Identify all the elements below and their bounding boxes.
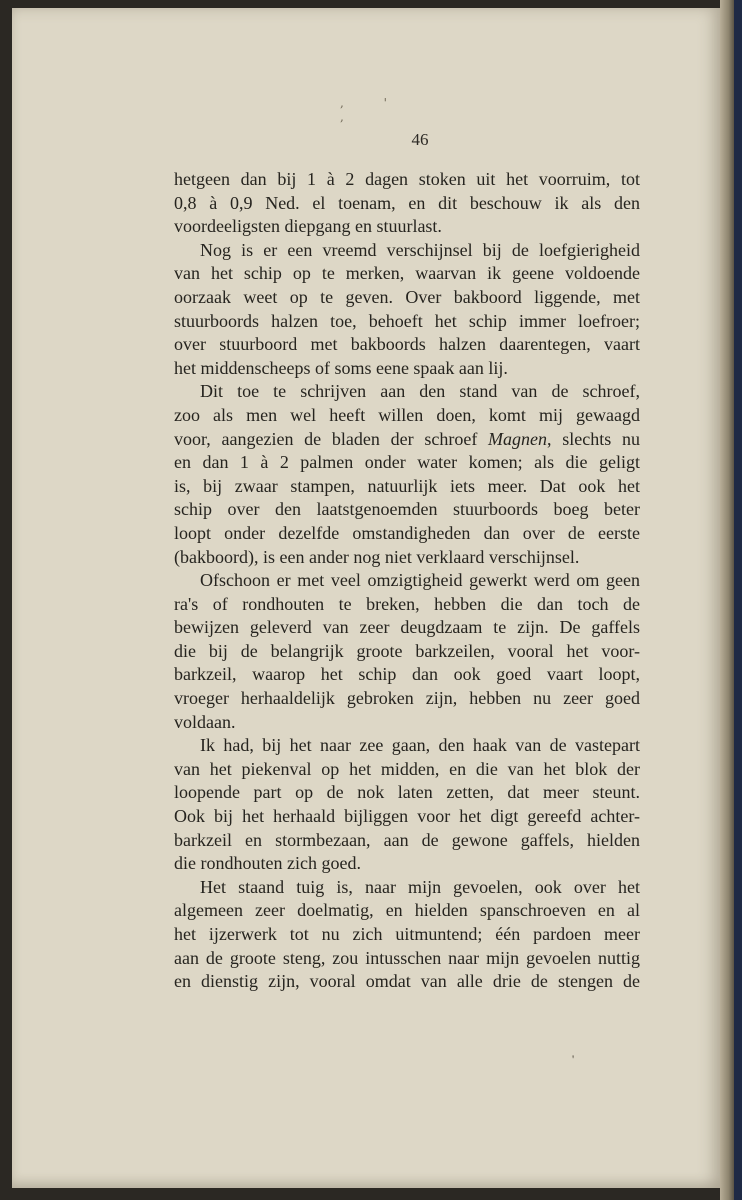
text-segment: voor, aangezien de bladen der schroef — [174, 428, 478, 449]
paragraph-3 — [174, 380, 640, 569]
text-line: het middenscheeps of soms eene spaak aan lij. — [174, 357, 508, 378]
text-line: schip over den laatstgenoemden stuurboords boeg beter — [174, 499, 640, 520]
text-line: aan de groote steng, zou intusschen naar mijn gevoelen nuttig — [174, 947, 640, 968]
text-line: algemeen zeer doelmatig, en hielden spanschroeven en al — [174, 900, 640, 921]
text-line: barkzeil en stormbezaan, aan de gewone gaffels, hielden — [174, 829, 640, 850]
text-line: zoo als men wel heeft willen doen, komt mij gewaagd — [174, 404, 640, 425]
text-line: Ook bij het herhaald bijliggen voor het digt gereefd achter- — [174, 806, 640, 827]
text-line: die bij de belangrijk groote barkzeilen, vooral het voor- — [174, 640, 640, 661]
stray-ink-mark: ' — [572, 1052, 575, 1066]
paragraph-1 — [174, 168, 640, 239]
paragraph-4 — [174, 569, 640, 734]
text-line: barkzeil, waarop het schip dan ook goed vaart loopt, — [174, 664, 640, 685]
paragraph-5 — [174, 734, 640, 876]
text-line: Ik had, bij het naar zee gaan, den haak van de vastepart — [200, 735, 640, 756]
body-text — [174, 168, 640, 994]
ship-name: Magnen — [488, 428, 548, 449]
text-line: van het piekenval op het midden, en die van het blok der — [174, 758, 640, 779]
text-line: hetgeen dan bij 1 à 2 dagen stoken uit het voorruim, tot — [174, 169, 640, 189]
text-line: Ofschoon er met veel omzigtigheid gewerkt werd om geen — [200, 570, 640, 591]
page-number: 46 — [411, 130, 429, 149]
page-edge — [720, 0, 734, 1200]
text-line-with-ship-name — [174, 428, 640, 452]
book-spine — [734, 0, 742, 1200]
text-line: (bakboord), is een ander nog niet verklaard verschijnsel. — [174, 546, 580, 567]
text-line: voldaan. — [174, 711, 236, 732]
text-line: Het staand tuig is, naar mijn gevoelen, ook over het — [200, 876, 640, 897]
text-line: het ijzerwerk tot nu zich uitmuntend; één pardoen meer — [174, 924, 640, 944]
text-line: loopende part op de nok laten zetten, dat meer steunt. — [174, 782, 640, 803]
text-segment: , slechts nu — [547, 428, 640, 449]
text-line: voordeeligsten diepgang en stuurlast. — [174, 216, 442, 237]
text-line: stuurboords halzen toe, behoeft het schip immer loefroer; — [174, 310, 640, 331]
text-line: 0,8 à 0,9 Ned. el toenam, en dit beschouw ik als den — [174, 192, 640, 213]
text-line: van het schip op te merken, waarvan ik geene voldoende — [174, 263, 640, 284]
text-line: is, bij zwaar stampen, natuurlijk iets meer. Dat ook het — [174, 475, 640, 496]
paragraph-6 — [174, 876, 640, 994]
text-line: over stuurboord met bakboords halzen daarentegen, vaart — [174, 334, 640, 355]
text-line: bewijzen geleverd van zeer deugdzaam te zijn. De gaffels — [174, 617, 640, 638]
paragraph-2 — [174, 239, 640, 381]
text-line: die rondhouten zich goed. — [174, 853, 361, 874]
text-line: Dit toe te schrijven aan den stand van de schroef, — [200, 381, 640, 402]
text-line: Nog is er een vreemd verschijnsel bij de loefgierigheid — [200, 239, 640, 260]
ink-specks: , ' , — [340, 96, 405, 124]
text-line: en dan 1 à 2 palmen onder water komen; als die geligt — [174, 452, 640, 473]
text-line: ra's of rondhouten te breken, hebben die dan toch de — [174, 593, 640, 614]
text-line: vroeger herhaaldelijk gebroken zijn, hebben nu zeer goed — [174, 688, 640, 709]
text-line: en dienstig zijn, vooral omdat van alle drie de stengen de — [174, 971, 640, 992]
text-line: loopt onder dezelfde omstandigheden dan over de eerste — [174, 522, 640, 543]
text-line: oorzaak weet op te geven. Over bakboord liggende, met — [174, 286, 640, 307]
